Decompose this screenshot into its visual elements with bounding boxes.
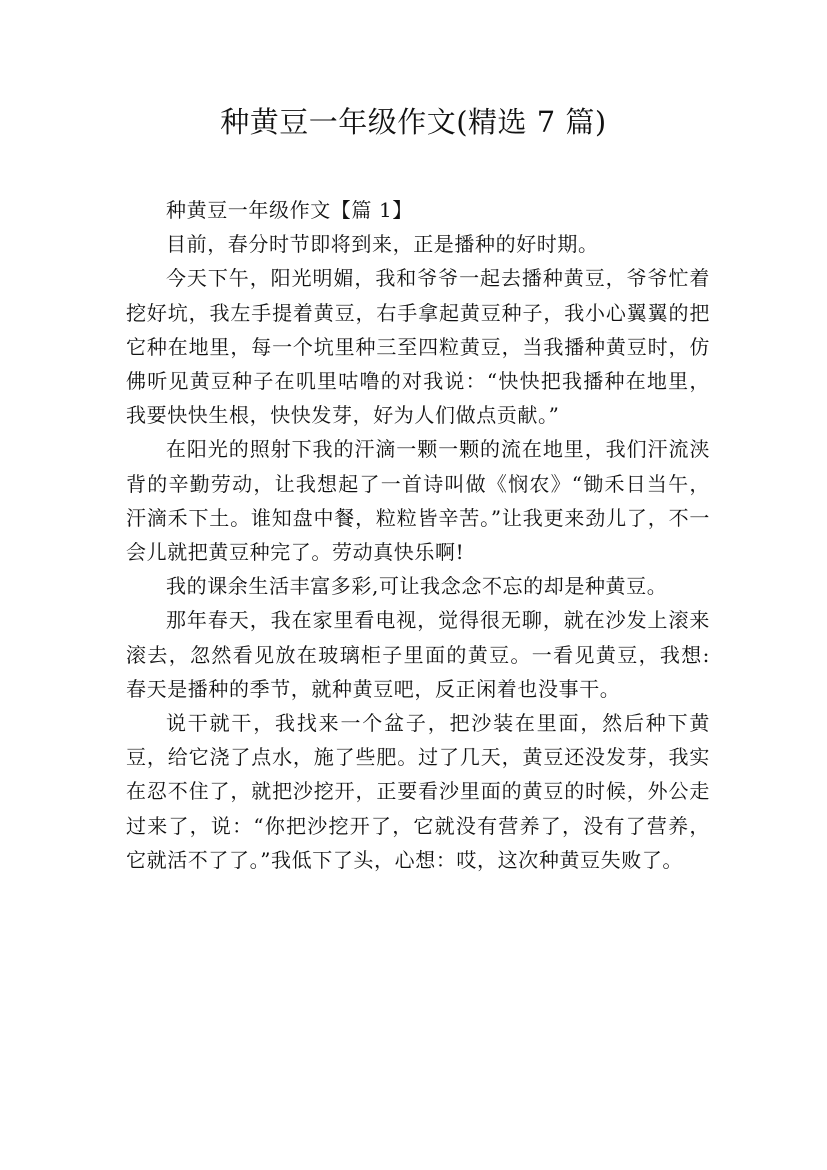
paragraph: 那年春天，我在家里看电视，觉得很无聊，就在沙发上滚来滚去，忽然看见放在玻璃柜子里面的黄豆。一看见黄豆，我想: 春天是播种的季节，就种黄豆吧，反正闲着也没事干。 (126, 608, 710, 701)
section-heading: 种黄豆一年级作文【篇 1】 (166, 198, 413, 222)
document-body (126, 193, 710, 877)
paragraph: 我的课余生活丰富多彩,可让我念念不忘的却是种黄豆。 (166, 574, 668, 599)
paragraph: 在阳光的照射下我的汗滴一颗一颗的流在地里，我们汗流浃背的辛勤劳动，让我想起了一首诗叫做《悯农》“锄禾日当午，汗滴禾下土。谁知盘中餐，粒粒皆辛苦。”让我更来劲儿了，不一会儿就把黄豆种完了。劳动真快乐啊! (126, 437, 710, 565)
paragraph: 说干就干，我找来一个盆子，把沙装在里面，然后种下黄豆，给它浇了点水，施了些肥。过了几天，黄豆还没发芽，我实在忍不住了，就把沙挖开，正要看沙里面的黄豆的时候，外公走过来了，说：“你把沙挖开了，它就没有营养了，没有了营养，它就活不了了。”我低下了头，心想：哎，这次种黄豆失败了。 (126, 711, 710, 872)
document-title: 种黄豆一年级作文(精选 7 篇) (220, 105, 607, 139)
paragraph: 今天下午，阳光明媚，我和爷爷一起去播种黄豆，爷爷忙着挖好坑，我左手提着黄豆，右手拿起黄豆种子，我小心翼翼的把它种在地里，每一个坑里种三至四粒黄豆，当我播种黄豆时，仿佛听见黄豆种子在叽里咕噜的对我说：“快快把我播种在地里，我要快快生根，快快发芽，好为人们做点贡献。” (126, 266, 710, 428)
paragraph: 目前，春分时节即将到来，正是播种的好时期。 (166, 232, 599, 257)
